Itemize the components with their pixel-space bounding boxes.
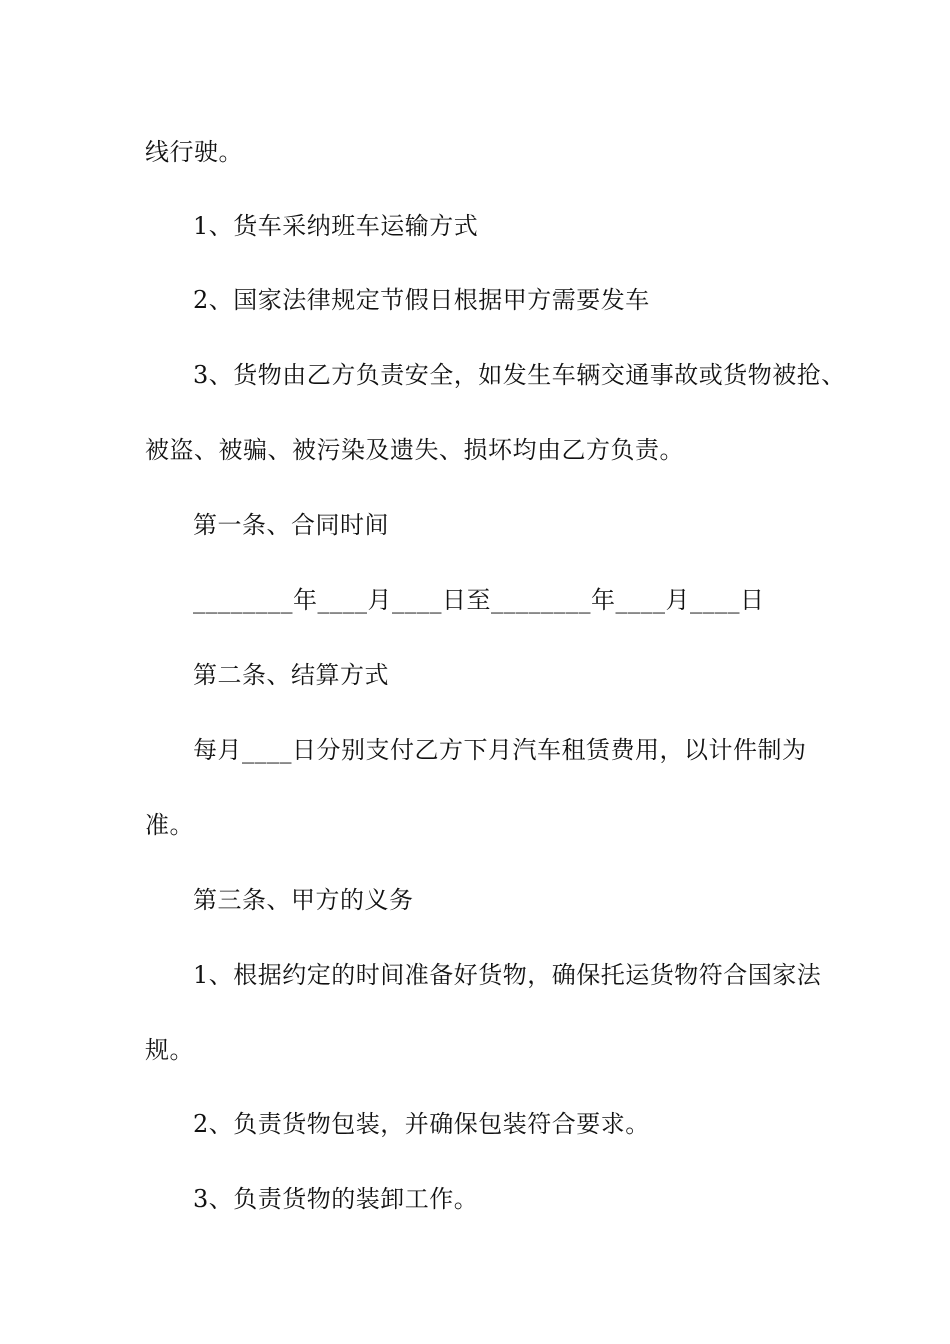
contract-period-line: ________年____月____日至________年____月____日 bbox=[193, 586, 765, 614]
obligation-item-1: 1、根据约定的时间准备好货物，确保托运货物符合国家法 bbox=[193, 961, 822, 989]
text-line: 规。 bbox=[145, 1036, 194, 1064]
obligation-item-3: 3、负责货物的装卸工作。 bbox=[193, 1185, 479, 1213]
section-heading-2: 第二条、结算方式 bbox=[193, 661, 389, 689]
obligation-item-2: 2、负责货物包装，并确保包装符合要求。 bbox=[193, 1110, 650, 1138]
text-line: 线行驶。 bbox=[145, 138, 243, 166]
settlement-text: 每月____日分别支付乙方下月汽车租赁费用，以计件制为 bbox=[193, 736, 807, 764]
text-line: 准。 bbox=[145, 811, 194, 839]
section-heading-1: 第一条、合同时间 bbox=[193, 511, 389, 539]
section-heading-3: 第三条、甲方的义务 bbox=[193, 886, 414, 914]
text-line: 被盗、被骗、被污染及遗失、损坏均由乙方负责。 bbox=[145, 436, 684, 464]
clause-item-3: 3、货物由乙方负责安全，如发生车辆交通事故或货物被抢、 bbox=[193, 361, 846, 389]
clause-item-2: 2、国家法律规定节假日根据甲方需要发车 bbox=[193, 286, 650, 314]
clause-item-1: 1、货车采纳班车运输方式 bbox=[193, 212, 479, 240]
